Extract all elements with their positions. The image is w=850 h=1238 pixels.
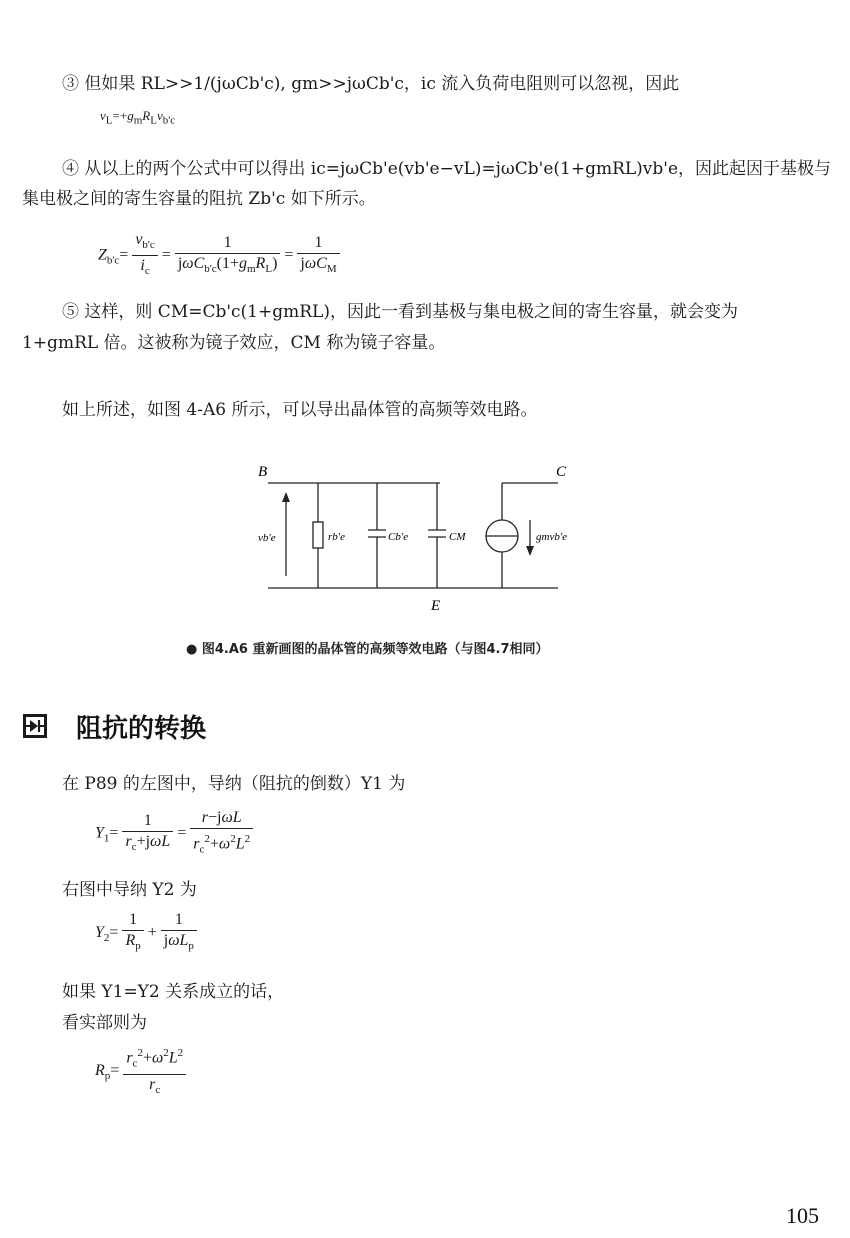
node-b-label: B bbox=[258, 464, 268, 480]
para4-formula: $Z_{b'c}=$ $\frac{v_{b'c}}{i_c}$ = $\frac{1}{j\omega C_{b'c}(1+g_mR_L)}$ = $\frac{1}{j\omega C_M}$ bbox=[98, 230, 340, 281]
page-number: 105 bbox=[786, 1203, 819, 1228]
body-line3: 如果 Y1=Y2 关系成立的话， bbox=[62, 982, 285, 1002]
intro-text: 如上所述，如图 4-A6 所示，可以导出晶体管的高频等效电路。 bbox=[62, 400, 538, 420]
cap1-label: Cb'e bbox=[388, 531, 409, 543]
resistor-label: rb'e bbox=[328, 531, 346, 543]
y1-formula: $Y_1=$ $\frac{1}{r_c+j\omega L}$ = $\frac{\text{r−jωL}}{r_c^2+\omega^2L^2}$ bbox=[95, 808, 253, 860]
body-line2: 右图中导纳 Y2 为 bbox=[62, 880, 197, 900]
voltage-arrow-head bbox=[282, 492, 290, 502]
rp-formula: $R_p=$ $\frac{r_c^2+\omega^2L^2}{r_c}$ bbox=[95, 1043, 186, 1100]
diode-box-icon bbox=[22, 713, 48, 739]
y2-formula: $Y_2=$ $\frac{1}{R_p}$ + $\frac{1}{j\omega L_p}$ bbox=[95, 910, 197, 956]
voltage-label: vb'e bbox=[258, 532, 276, 544]
para3-formula: $v_L=+g_mR_Lv_{b'c}$ bbox=[100, 108, 176, 127]
resistor-rbe bbox=[313, 522, 323, 548]
equivalent-circuit-diagram bbox=[240, 458, 580, 618]
cap2-label: CM bbox=[449, 531, 466, 543]
para5-line1: ⑤ 这样，则 CM=Cb'c(1+gmRL)，因此一看到基极与集电极之间的寄生容量，就会变为 bbox=[62, 302, 738, 322]
figure-caption: ● 图4.A6 重新画图的晶体管的高频等效电路（与图4.7相同） bbox=[186, 642, 549, 657]
source-label: gmvb'e bbox=[536, 531, 568, 543]
para4-line1: ④ 从以上的两个公式中可以得出 ic=jωCb'e(vb'e−vL)=jωCb'e(1+gmRL)vb'e，因此起因于基极与 bbox=[62, 159, 832, 179]
para3-line1: ③ 但如果 RL>>1/(jωCb'c), gm>>jωCb'c，ic 流入负荷电阻则可以忽视，因此 bbox=[62, 74, 680, 94]
body-line4: 看实部则为 bbox=[62, 1013, 147, 1033]
node-c-label: C bbox=[556, 464, 567, 480]
para4-line2: 集电极之间的寄生容量的阻抗 Zb'c 如下所示。 bbox=[22, 189, 376, 209]
section-title: 阻抗的转换 bbox=[76, 714, 207, 744]
node-e-label: E bbox=[431, 598, 441, 614]
para5-line2: 1+gmRL 倍。这被称为镜子效应，CM 称为镜子容量。 bbox=[22, 333, 446, 353]
body-line1: 在 P89 的左图中，导纳（阻抗的倒数）Y1 为 bbox=[62, 774, 406, 794]
current-arrow-head bbox=[526, 546, 534, 556]
